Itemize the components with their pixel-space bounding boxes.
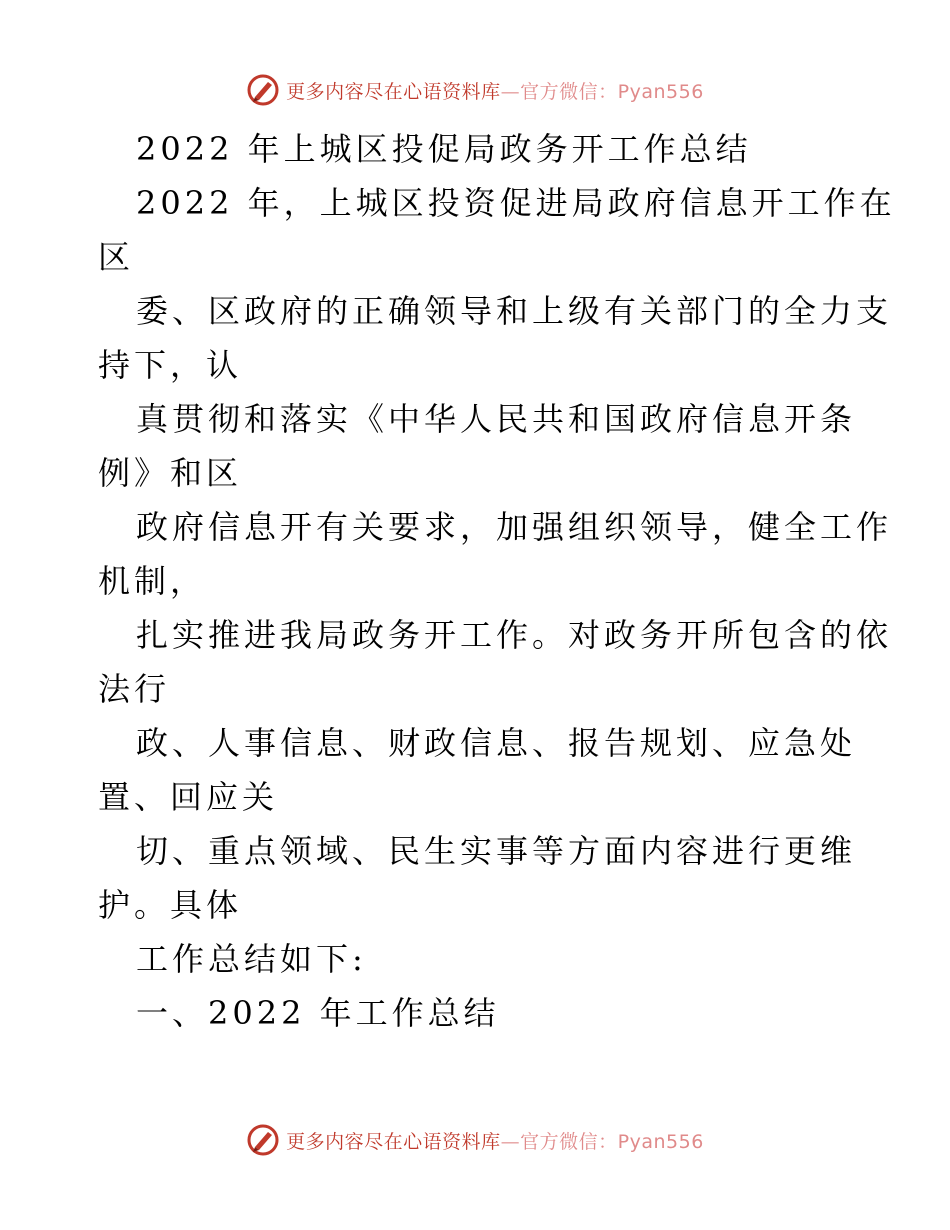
footer-banner <box>0 1120 950 1160</box>
banner-main-text: 更多内容尽在心语资料库 <box>286 80 501 103</box>
paragraph-line: 2022 年，上城区投资促进局政府信息开工作在 <box>136 184 896 222</box>
paragraph-line: 真贯彻和落实《中华人民共和国政府信息开条 <box>136 400 857 438</box>
paragraph-line: 持下，认 <box>98 346 243 384</box>
paragraph-line: 机制， <box>98 562 207 600</box>
paragraph-line: 例》和区 <box>98 454 243 492</box>
pen-logo-icon <box>246 1123 280 1157</box>
header-banner <box>0 70 950 110</box>
paragraph-line: 委、区政府的正确领导和上级有关部门的全力支 <box>136 292 893 330</box>
banner-dash: — <box>500 80 521 103</box>
paragraph-line: 法行 <box>98 670 171 708</box>
banner-main-text: 更多内容尽在心语资料库 <box>286 1130 501 1153</box>
paragraph-line: 置、回应关 <box>98 778 279 816</box>
banner-wechat-text: 官方微信：Pyan556 <box>520 1130 704 1153</box>
document-title: 2022 年上城区投促局政务开工作总结 <box>136 130 752 168</box>
paragraph-line: 工作总结如下: <box>136 940 367 978</box>
section-heading: 一、2022 年工作总结 <box>136 994 500 1032</box>
paragraph-line: 切、重点领域、民生实事等方面内容进行更维 <box>136 832 857 870</box>
banner-wechat-text: 官方微信：Pyan556 <box>520 80 704 103</box>
document-body <box>98 122 896 1040</box>
banner-text <box>286 77 704 104</box>
paragraph-line: 政、人事信息、财政信息、报告规划、应急处 <box>136 724 857 762</box>
banner-text <box>286 1127 704 1154</box>
paragraph-line: 护。具体 <box>98 886 243 924</box>
paragraph-line: 扎实推进我局政务开工作。对政务开所包含的依 <box>136 616 893 654</box>
banner-dash: — <box>500 1130 521 1153</box>
paragraph-line: 区 <box>98 238 135 276</box>
paragraph-line: 政府信息开有关要求，加强组织领导，健全工作 <box>136 508 893 546</box>
pen-logo-icon <box>246 73 280 107</box>
